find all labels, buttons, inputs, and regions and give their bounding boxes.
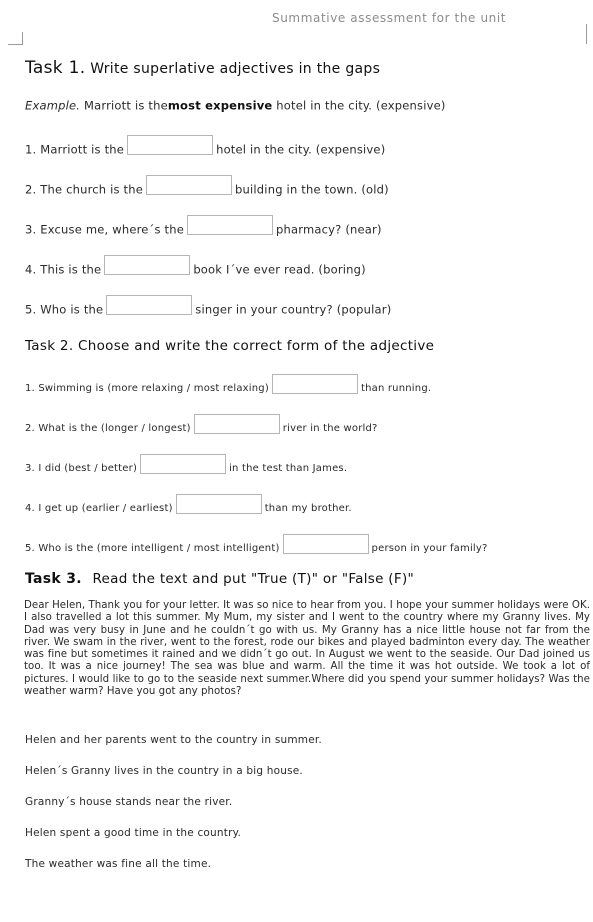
task1-item [25, 256, 366, 282]
item-text-before: 5. Who is the (more intelligent / most intelligent) [25, 543, 280, 554]
item-text-before: 3. Excuse me, where´s the [25, 222, 185, 237]
task1-item [25, 136, 385, 162]
statement: Helen´s Granny lives in the country in a big house. [25, 765, 303, 777]
task1-item [25, 176, 389, 202]
statement: The weather was fine all the time. [25, 858, 212, 870]
item-text-before: 1. Swimming is (more relaxing / most relaxing) [25, 383, 269, 394]
item-text-after: hotel in the city. (expensive) [216, 142, 386, 157]
item-text-before: 1. Marriott is the [25, 142, 125, 157]
answer-gap[interactable] [272, 374, 358, 394]
item-text-before: 3. I did (best / better) [25, 463, 138, 474]
answer-gap[interactable] [283, 534, 369, 554]
task1-example [25, 92, 446, 118]
task2-label: Task 2. [25, 338, 74, 354]
task1-heading [25, 58, 380, 78]
answer-gap[interactable] [127, 135, 213, 155]
margin-corner-mark-left [8, 32, 23, 45]
task1-instruction: Write superlative adjectives in the gaps [90, 61, 381, 77]
item-text-before: 4. I get up (earlier / earliest) [25, 503, 173, 514]
item-text-after: than my brother. [264, 503, 352, 514]
item-text-after: in the test than James. [229, 463, 348, 474]
item-text-before: 2. The church is the [25, 182, 144, 197]
item-text-before: 2. What is the (longer / longest) [25, 423, 191, 434]
statement: Granny´s house stands near the river. [25, 796, 233, 808]
task1-label: Task 1. [25, 58, 86, 78]
answer-gap[interactable] [146, 175, 232, 195]
task1-item [25, 216, 382, 242]
statement: Helen and her parents went to the country in summer. [25, 734, 322, 746]
example-label: Example. [25, 98, 81, 113]
item-text-after: person in your family? [371, 543, 488, 554]
item-text-after: river in the world? [282, 423, 378, 434]
page-header-title: Summative assessment for the unit [272, 11, 507, 25]
task2-item [25, 416, 378, 442]
task2-item [25, 536, 488, 562]
answer-gap[interactable] [140, 454, 226, 474]
item-text-after: singer in your country? (popular) [195, 302, 392, 317]
statement: Helen spent a good time in the country. [25, 827, 242, 839]
example-before: Marriott is the [84, 98, 168, 113]
task2-item [25, 376, 431, 402]
example-answer: most expensive [167, 98, 273, 113]
task2-item [25, 496, 352, 522]
task2-instruction: Choose and write the correct form of the adjective [78, 338, 435, 354]
item-text-before: 4. This is the [25, 262, 102, 277]
task1-item [25, 296, 391, 322]
item-text-before: 5. Who is the [25, 302, 104, 317]
margin-corner-mark-right [586, 24, 593, 44]
task3-label: Task 3. [25, 571, 82, 587]
task3-instruction: Read the text and put "True (T)" or "False (F)" [92, 571, 415, 587]
answer-gap[interactable] [176, 494, 262, 514]
task2-item [25, 456, 347, 482]
answer-gap[interactable] [187, 215, 273, 235]
task2-heading [25, 338, 434, 354]
example-after: hotel in the city. (expensive) [276, 98, 446, 113]
task3-heading [25, 571, 414, 587]
answer-gap[interactable] [194, 414, 280, 434]
answer-gap[interactable] [104, 255, 190, 275]
answer-gap[interactable] [106, 295, 192, 315]
reading-text: Dear Helen, Thank you for your letter. It was so nice to hear from you. I hope your summer holidays were OK. I also travelled a lot this summer. My Mum, my sister and I went to the country where my Granny lives. My Dad was very busy in June and he couldn´t go with us. My Granny has a nice little house not far from the river. We swam in the river, went to the forest, rode our bikes and played badminton every day. The weather was fine but sometimes it rained and we didn´t go out. In August we went to the seaside. Our Dad joined us too. It was a nice journey! The sea was blue and warm. All the time it was hot outside. We took a lot of pictures. I would like to go to the seaside next summer.Where did you spend your summer holidays? Was the weather warm? Have you got any photos? [24, 600, 590, 698]
item-text-after: than running. [360, 383, 432, 394]
item-text-after: pharmacy? (near) [276, 222, 382, 237]
item-text-after: building in the town. (old) [235, 182, 389, 197]
item-text-after: book I´ve ever read. (boring) [193, 262, 366, 277]
